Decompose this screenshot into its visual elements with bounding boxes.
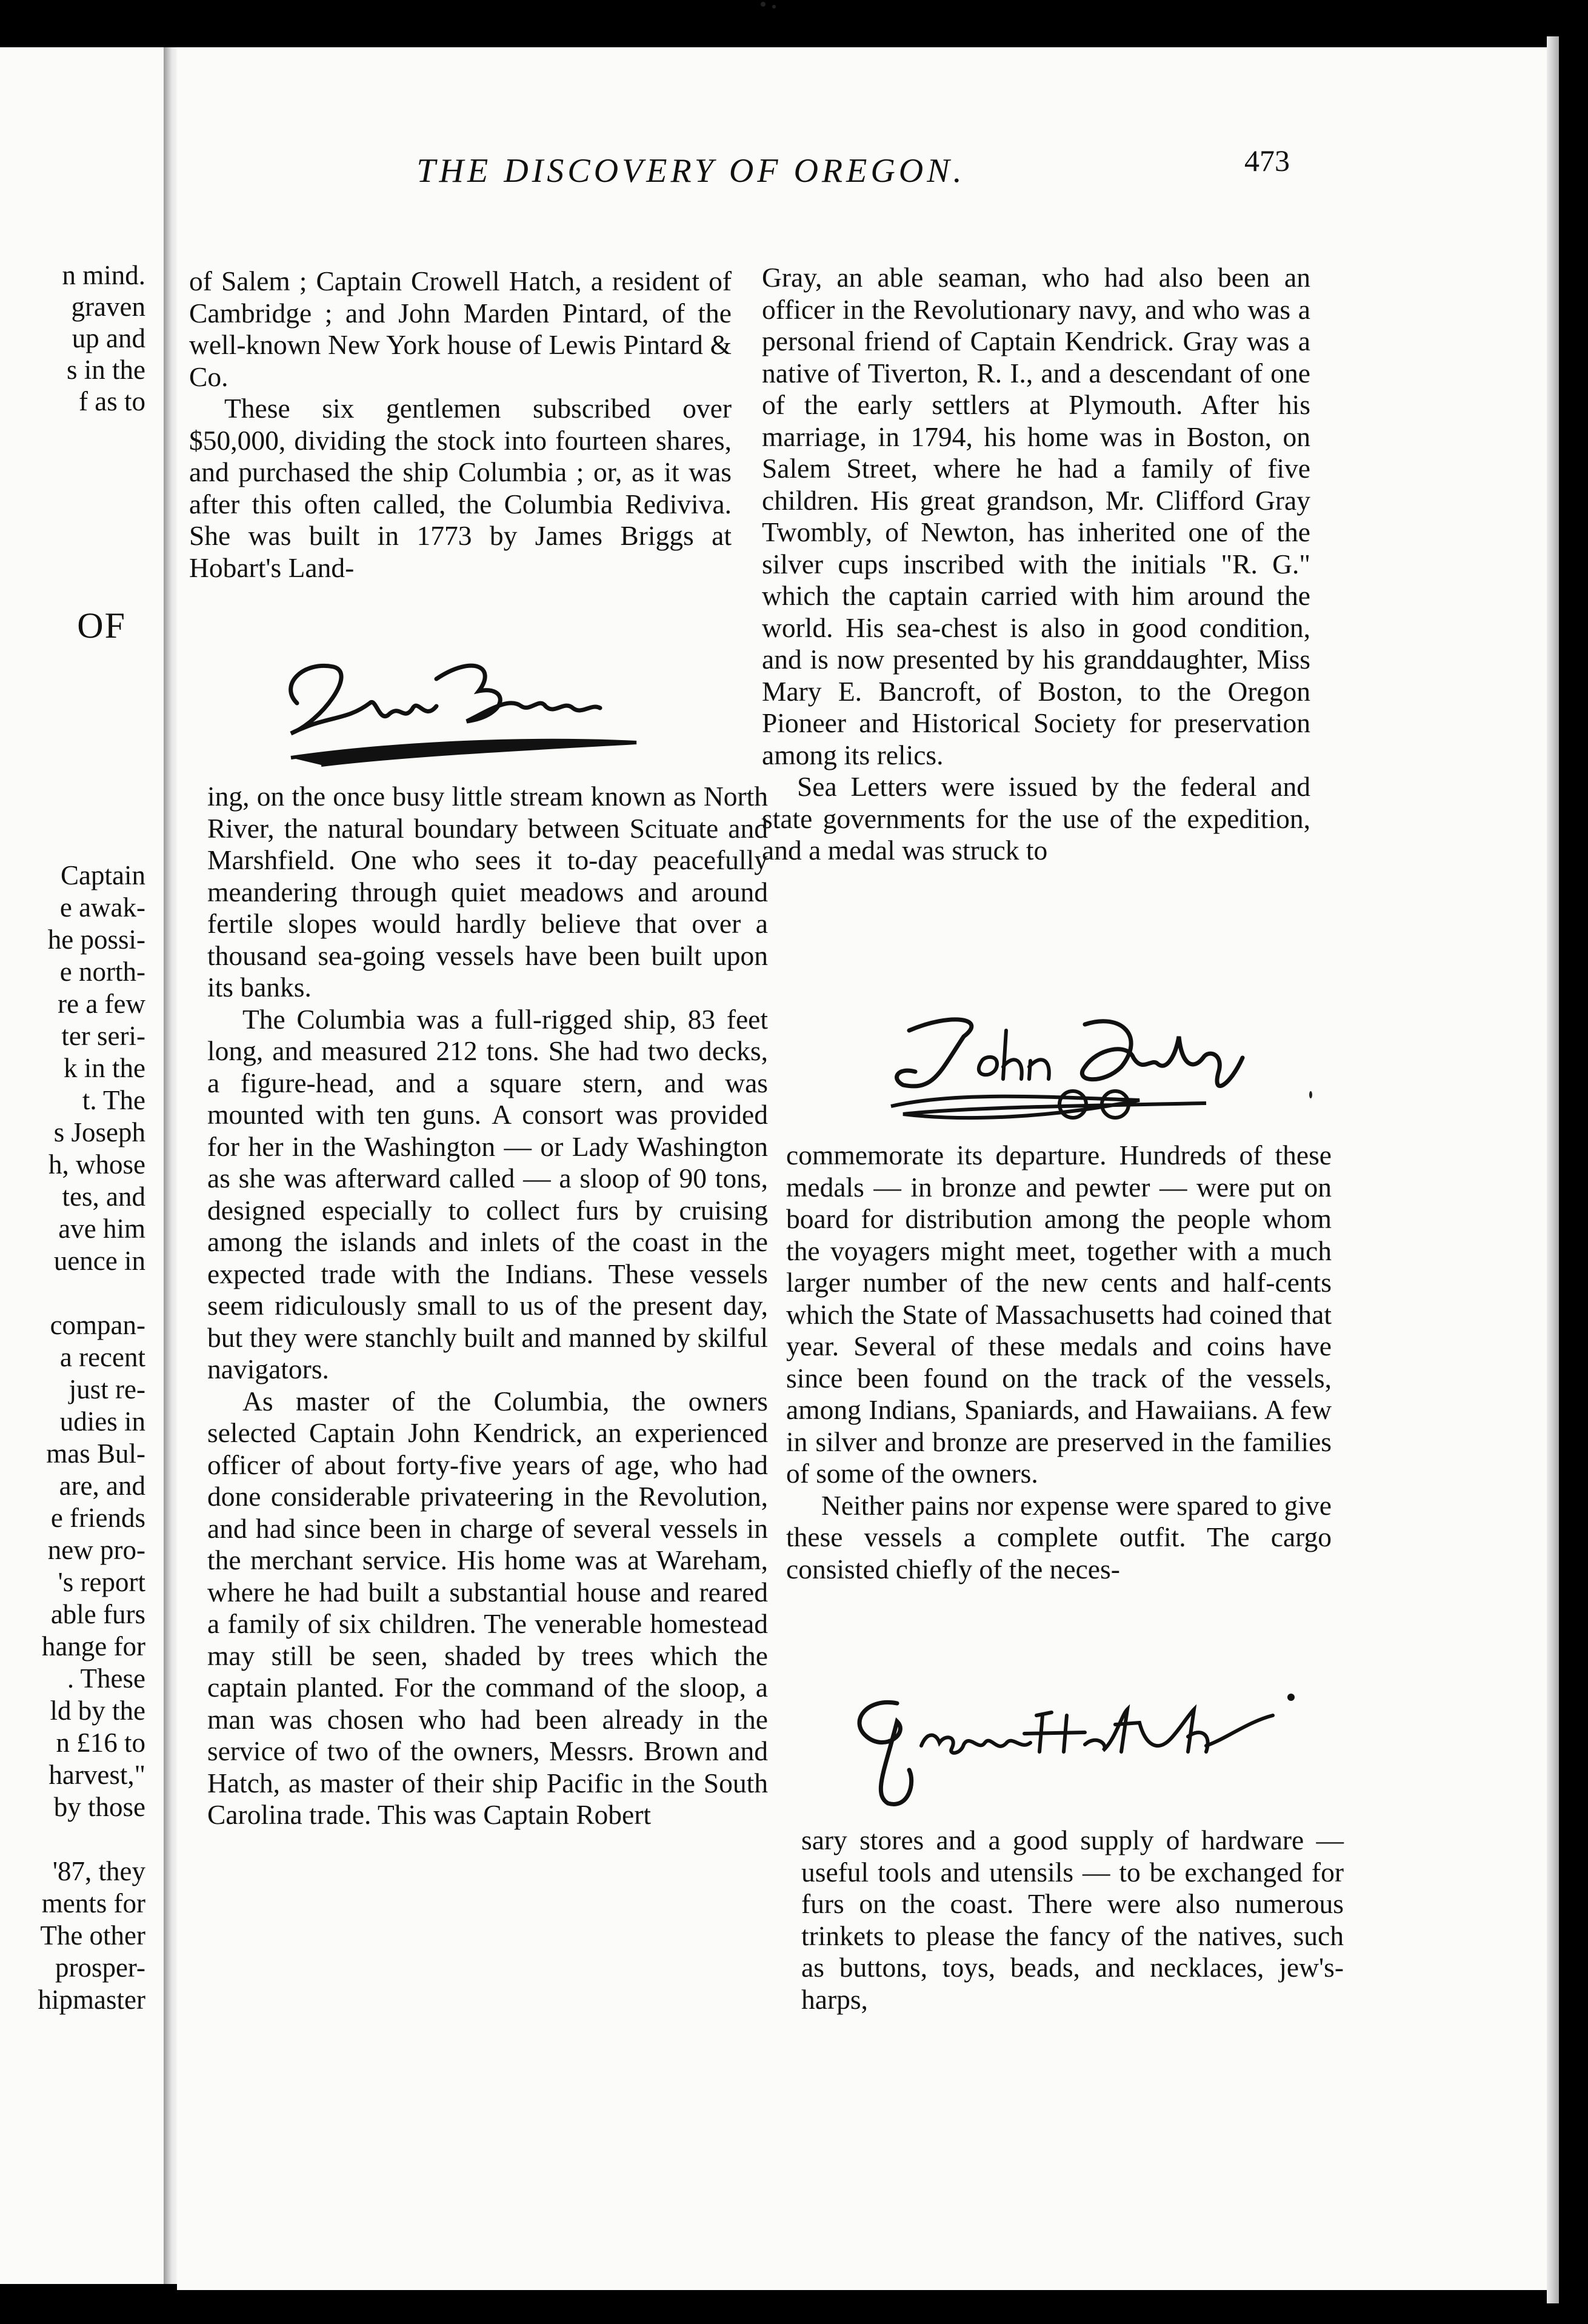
left-page-line: '87, they <box>52 1856 145 1886</box>
left-page-line: are, and <box>59 1471 145 1501</box>
left-page-line: uence in <box>53 1246 145 1276</box>
paragraph: The Columbia was a full-rigged ship, 83 feet long, and measured 212 tons. She had two decks, a figure-head, and a square stern, and was mounted with ten guns. A consort was provided for her in the Washington — or Lady Washington as she was afterward called — a sloop of 90 tons, designed especially to collect furs by cruising among the islands and inlets of the coast in the expected trade with the Indians. These vessels seem ridiculously small to us of the present day, but they were stanchly built and manned by skilful navigators. <box>207 1003 768 1384</box>
left-page-line: Captain <box>61 860 145 890</box>
left-page-line: new pro- <box>47 1535 145 1565</box>
signature-john-derby <box>867 1000 1267 1140</box>
left-page-line: e awak- <box>59 892 145 923</box>
left-page-line: just re- <box>68 1374 145 1404</box>
signature-crowell-hatch <box>830 1679 1315 1818</box>
left-page-line: 's report <box>58 1567 145 1597</box>
paragraph: These six gentlemen subscribed over $50,000, dividing the stock into fourteen shares, and purchased the ship Columbia ; or, as it was after this often called, the Columbia Rediviva. She was built in 1773 by James Briggs at Hobart's Land- <box>189 393 732 583</box>
left-page-line: e friends <box>50 1503 145 1533</box>
paragraph: of Salem ; Captain Crowell Hatch, a resident of Cambridge ; and John Marden Pintard, of the well-known New York house of Lewis Pintard & Co. <box>189 265 732 392</box>
paragraph: Gray, an able seaman, who had also been an officer in the Revolutionary navy, and who was a personal friend of Captain Kendrick. Gray was a native of Tiverton, R. I., and a descendant of one of the early settlers at Plymouth. After his marriage, in 1794, his home was in Boston, on Salem Street, where he had a family of five children. His great grandson, Mr. Clifford Gray Twombly, of Newton, has inherited one of the silver cups inscribed with the initials "R. G." which the captain carried with him around the world. His sea-chest is also in good condition, and is now presented by his granddaughter, Miss Mary E. Bancroft, of Boston, to the Oregon Pioneer and Historical Society for preservation among its relics. <box>762 262 1310 770</box>
left-page-line: he possi- <box>47 924 145 955</box>
paragraph: sary stores and a good supply of hardware — useful tools and utensils — to be exchanged for furs on the coast. There were also numerous trinkets to please the fancy of the natives, such as buttons, toys, beads, and necklaces, jew's-harps, <box>801 1825 1344 2015</box>
left-page-line: ments for <box>41 1888 145 1918</box>
left-page-line: up and <box>72 323 145 353</box>
left-page-line: s in the <box>67 355 145 385</box>
left-page-line: harvest," <box>48 1760 145 1790</box>
left-column-top-text <box>189 265 732 584</box>
left-page-line: k in the <box>64 1053 145 1083</box>
paragraph: commemorate its departure. Hundreds of these medals — in bronze and pewter — were put on board for distribution among the people whom the voyagers might meet, together with a much larger number of the new cents and half-cents which the State of Massachusetts had coined that year. Several of these medals and coins have since been found on the track of the vessels, among Indians, Spaniards, and Hawaiians. A few in silver and bronze are preserved in the families of some of the owners. <box>786 1140 1332 1489</box>
page-number: 473 <box>1244 144 1290 178</box>
left-page-line: hipmaster <box>38 1985 145 2015</box>
right-column-top-text <box>762 262 1310 867</box>
left-page-line: ave him <box>58 1214 145 1244</box>
left-page-line: a recent <box>59 1342 145 1372</box>
left-page-line: udies in <box>59 1406 145 1437</box>
left-page-line: mas Bul- <box>46 1438 145 1469</box>
signature-sam-brown <box>255 630 649 782</box>
left-page-line: e north- <box>59 957 145 987</box>
left-page-line: h, whose <box>48 1149 145 1180</box>
left-page-line: able furs <box>50 1599 145 1629</box>
left-page-line: compan- <box>50 1310 145 1340</box>
running-title: THE DISCOVERY OF OREGON. <box>416 152 966 190</box>
left-page-line: hange for <box>41 1631 145 1661</box>
book-gutter <box>164 47 177 2284</box>
left-page-line: re a few <box>58 989 145 1019</box>
left-column-main-text <box>207 781 768 1831</box>
left-page-line: t. The <box>82 1085 145 1115</box>
left-page-line: n £16 to <box>56 1728 145 1758</box>
left-page-line: graven <box>71 292 145 322</box>
left-page-heading-fragment: OF <box>77 606 126 646</box>
left-page-line: s Joseph <box>53 1117 145 1147</box>
paragraph: As master of the Columbia, the owners selected Captain John Kendrick, an experienced officer of about forty-five years of age, who had done considerable privateering in the Revolution, and had since been in charge of several vessels in the merchant service. His home was at Wareham, where he had built a substantial house and reared a family of six children. The venerable homestead may still be seen, shaded by trees which the captain planted. For the command of the sloop, a man was chosen who had been already in the service of two of the owners, Messrs. Brown and Hatch, as master of their ship Pacific in the South Carolina trade. This was Captain Robert <box>207 1385 768 1830</box>
left-page-line: The other <box>40 1920 145 1951</box>
left-page-line: tes, and <box>62 1181 145 1212</box>
left-page-line: prosper- <box>55 1952 145 1983</box>
right-column-middle-text <box>786 1140 1332 1585</box>
left-page-line: ld by the <box>50 1695 145 1726</box>
paragraph: Neither pains nor expense were spared to give these vessels a complete outfit. The cargo consisted chiefly of the neces- <box>786 1489 1332 1584</box>
left-page-line: ter seri- <box>61 1021 145 1051</box>
left-page-line: . These <box>67 1663 145 1694</box>
left-page-fragment <box>0 47 164 2284</box>
right-column-bottom-text <box>801 1825 1344 2015</box>
paragraph: Sea Letters were issued by the federal and state governments for the use of the expedition, and a medal was struck to <box>762 771 1310 866</box>
paragraph: ing, on the once busy little stream known as North River, the natural boundary between Scituate and Marshfield. One who sees it to-day peacefully meandering through quiet meadows and around fertile slopes would hardly believe that over a thousand sea-going vessels have been built upon its banks. <box>207 781 768 1003</box>
left-page-line: by those <box>53 1792 145 1822</box>
left-page-line: n mind. <box>62 260 145 290</box>
page-edge <box>1547 36 1559 2303</box>
left-page-line: f as to <box>79 386 145 416</box>
